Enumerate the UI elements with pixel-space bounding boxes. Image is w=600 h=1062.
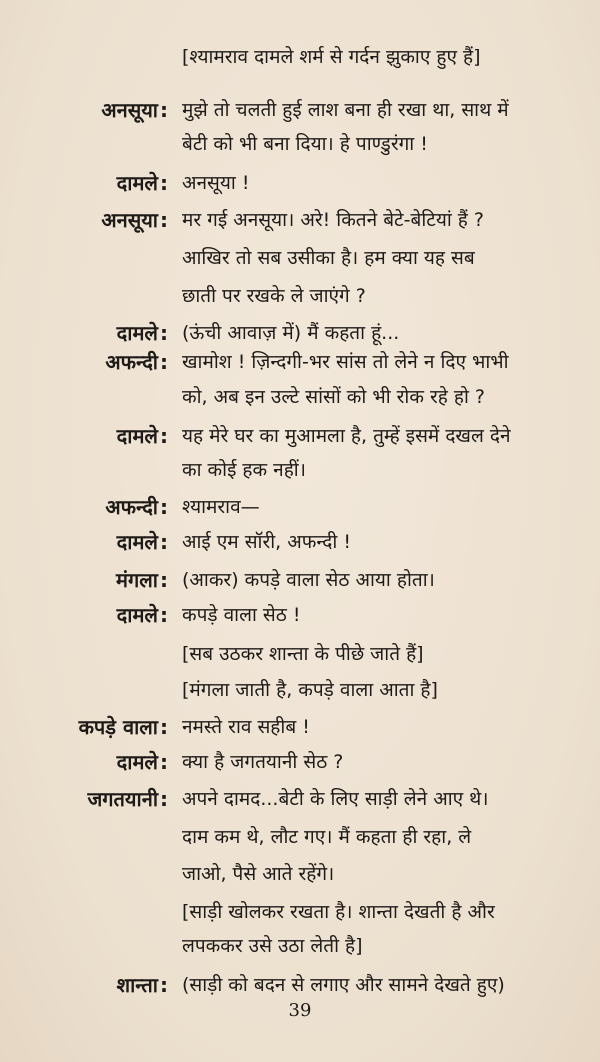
dialogue-text: मर गई अनसूया। अरे! कितने बेटे-बेटियां हैं ?: [182, 209, 485, 231]
script-line: [0, 241, 600, 275]
dialogue-text: आई एम सॉरी, अफन्दी !: [182, 531, 351, 553]
speaker-colon: :: [160, 208, 168, 232]
script-line: [0, 203, 600, 237]
continuation-text: [साड़ी खोलकर रखता है। शान्ता देखती है और: [182, 901, 495, 923]
speaker-name: शान्ता: [116, 973, 158, 997]
dialogue-text: नमस्ते राव सहीब !: [182, 716, 310, 738]
script-line: [0, 968, 600, 1002]
script-line: [0, 637, 600, 671]
script-line: [0, 895, 600, 929]
continuation-text: [श्यामराव दामले शर्म से गर्दन झुकाए हुए हैं]: [182, 46, 481, 68]
dialogue-text: क्या है जगतयानी सेठ ?: [182, 751, 344, 773]
page-number: 39: [288, 1000, 312, 1021]
script-line: [0, 419, 600, 453]
speaker-name: अनसूया: [101, 208, 158, 232]
continuation-text: को, अब इन उल्टे सांसों को भी रोक रहे हो ?: [182, 386, 486, 408]
script-line: [0, 490, 600, 524]
continuation-text: दाम कम थे, लौट गए। मैं कहता ही रहा, ले: [182, 826, 472, 848]
speaker-name: जगतयानी: [87, 787, 158, 811]
speaker-colon: :: [160, 750, 168, 774]
speaker-name: दामले: [116, 321, 158, 345]
dialogue-text: यह मेरे घर का मुआमला है, तुम्हें इसमें दखल देने: [182, 425, 511, 447]
script-line: [0, 279, 600, 313]
speaker-name: दामले: [116, 603, 158, 627]
speaker-colon: :: [160, 568, 168, 592]
dialogue-text: मुझे तो चलती हुई लाश बना ही रखा था, साथ में: [182, 99, 509, 121]
dialogue-text: अनसूया !: [182, 172, 250, 194]
speaker-name: अफन्दी: [105, 495, 158, 519]
speaker-colon: :: [160, 787, 168, 811]
script-line: [0, 345, 600, 379]
script-line: [0, 857, 600, 891]
speaker-name: अफन्दी: [105, 350, 158, 374]
speaker-colon: :: [160, 495, 168, 519]
speaker-name: दामले: [116, 171, 158, 195]
dialogue-text: श्यामराव—: [182, 496, 260, 518]
script-line: [0, 380, 600, 414]
speaker-name: कपड़े वाला: [78, 715, 158, 739]
continuation-text: का कोई हक नहीं।: [182, 459, 306, 481]
continuation-text: छाती पर रखके ले जाएंगे ?: [182, 285, 366, 307]
script-line: [0, 929, 600, 963]
script-line: [0, 710, 600, 744]
continuation-text: [सब उठकर शान्ता के पीछे जाते हैं]: [182, 643, 424, 665]
dialogue-text: अपने दामद...बेटी के लिए साड़ी लेने आए थे।: [182, 788, 489, 810]
speaker-colon: :: [160, 171, 168, 195]
dialogue-text: कपड़े वाला सेठ !: [182, 604, 301, 626]
dialogue-text: (ऊंची आवाज़ में) मैं कहता हूं...: [182, 322, 400, 344]
speaker-colon: :: [160, 424, 168, 448]
speaker-colon: :: [160, 715, 168, 739]
speaker-name: मंगला: [116, 568, 158, 592]
continuation-text: बेटी को भी बना दिया। हे पाण्डुरंगा !: [182, 133, 428, 155]
speaker-colon: :: [160, 973, 168, 997]
speaker-name: दामले: [116, 424, 158, 448]
dialogue-text: (साड़ी को बदन से लगाए और सामने देखते हुए): [182, 974, 505, 996]
script-line: [0, 453, 600, 487]
speaker-name: दामले: [116, 750, 158, 774]
script-line: [0, 563, 600, 597]
script-line: [0, 820, 600, 854]
speaker-colon: :: [160, 603, 168, 627]
script-line: [0, 745, 600, 779]
script-line: [0, 166, 600, 200]
speaker-name: अनसूया: [101, 98, 158, 122]
speaker-name: दामले: [116, 530, 158, 554]
speaker-colon: :: [160, 530, 168, 554]
script-line: [0, 598, 600, 632]
speaker-colon: :: [160, 321, 168, 345]
speaker-colon: :: [160, 350, 168, 374]
script-line: [0, 93, 600, 127]
continuation-text: [मंगला जाती है, कपड़े वाला आता है]: [182, 679, 438, 701]
script-line: [0, 127, 600, 161]
dialogue-text: खामोश ! ज़िन्दगी-भर सांस तो लेने न दिए भाभी: [182, 351, 509, 373]
continuation-text: आखिर तो सब उसीका है। हम क्या यह सब: [182, 247, 475, 269]
speaker-colon: :: [160, 98, 168, 122]
script-line: [0, 782, 600, 816]
dialogue-text: (आकर) कपड़े वाला सेठ आया होता।: [182, 569, 435, 591]
continuation-text: जाओ, पैसे आते रहेंगे।: [182, 863, 335, 885]
script-line: [0, 525, 600, 559]
script-line: [0, 673, 600, 707]
continuation-text: लपककर उसे उठा लेती है]: [182, 935, 363, 957]
script-line: [0, 40, 600, 74]
